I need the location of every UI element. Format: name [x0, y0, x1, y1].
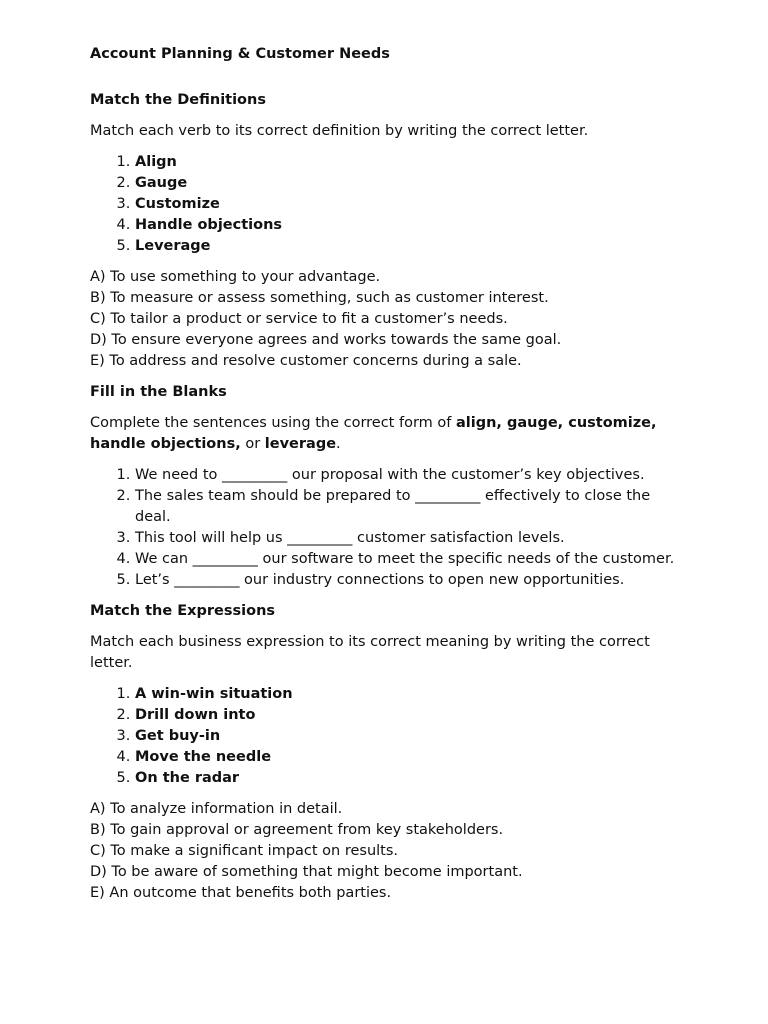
section-heading-match-expressions: Match the Expressions	[90, 603, 276, 619]
match-expressions-instructions: Match each business expression to its correct meaning by writing the correct letter.	[90, 634, 650, 671]
option-line: A) To analyze information in detail.	[90, 801, 343, 817]
instructions-verb-last: leverage	[264, 436, 337, 452]
option-line: B) To measure or assess something, such as customer interest.	[90, 290, 549, 306]
list-item	[135, 747, 690, 768]
option-line: B) To gain approval or agreement from key stakeholders.	[90, 822, 504, 838]
option-line: D) To ensure everyone agrees and works towards the same goal.	[90, 332, 562, 348]
instructions-suffix: .	[336, 436, 341, 452]
sentence-item: 5. Let’s _________ our industry connections to open new opportunities.	[135, 570, 690, 591]
document-title: Account Planning & Customer Needs	[90, 46, 390, 62]
option-line: D) To be aware of something that might become important.	[90, 864, 523, 880]
document-page	[90, 44, 690, 914]
term-label: Align	[135, 154, 177, 170]
term-label: Gauge	[135, 175, 188, 191]
instructions-prefix: Complete the sentences using the correct form of	[90, 415, 456, 431]
option-line: E) An outcome that benefits both parties.	[90, 885, 392, 901]
option-line: C) To make a significant impact on results.	[90, 843, 399, 859]
option-line: C) To tailor a product or service to fit a customer’s needs.	[90, 311, 508, 327]
option-line: A) To use something to your advantage.	[90, 269, 381, 285]
match-definitions-instructions: Match each verb to its correct definition by writing the correct letter.	[90, 123, 589, 139]
instructions-verbs: align, gauge, customize, handle objections,	[90, 415, 657, 452]
list-item	[135, 173, 690, 194]
term-label: Leverage	[135, 238, 211, 254]
sentence-item: 2. The sales team should be prepared to _________ effectively to close the deal.	[135, 486, 690, 528]
definitions-options	[90, 267, 690, 372]
expressions-term-list	[90, 684, 690, 789]
list-item	[135, 684, 690, 705]
term-label: Customize	[135, 196, 220, 212]
sentence-item: 3. This tool will help us _________ customer satisfaction levels.	[135, 528, 690, 549]
list-item	[135, 726, 690, 747]
option-line: E) To address and resolve customer concerns during a sale.	[90, 353, 522, 369]
fill-blanks-instructions	[90, 413, 690, 455]
list-item	[135, 215, 690, 236]
fill-blanks-sentence-list	[90, 465, 690, 591]
sentence-item: 4. We can _________ our software to meet the specific needs of the customer.	[135, 549, 690, 570]
sentence-item: 1. We need to _________ our proposal with the customer’s key objectives.	[135, 465, 690, 486]
definitions-term-list	[90, 152, 690, 257]
list-item	[135, 152, 690, 173]
expression-label: On the radar	[135, 770, 240, 786]
expression-label: Move the needle	[135, 749, 272, 765]
expressions-options	[90, 799, 690, 904]
term-label: Handle objections	[135, 217, 283, 233]
section-heading-fill-blanks: Fill in the Blanks	[90, 384, 227, 400]
instructions-or: or	[240, 436, 265, 452]
list-item	[135, 768, 690, 789]
expression-label: A win-win situation	[135, 686, 293, 702]
list-item	[135, 194, 690, 215]
expression-label: Get buy-in	[135, 728, 221, 744]
section-heading-match-definitions: Match the Definitions	[90, 92, 266, 108]
list-item	[135, 236, 690, 257]
expression-label: Drill down into	[135, 707, 256, 723]
list-item	[135, 705, 690, 726]
